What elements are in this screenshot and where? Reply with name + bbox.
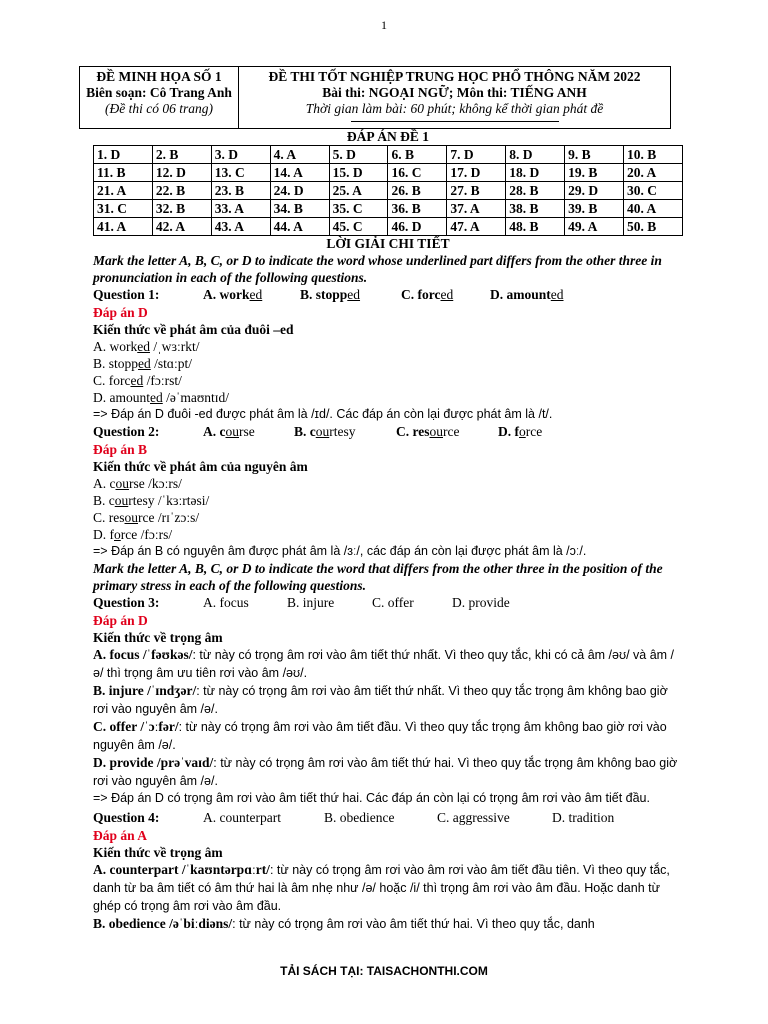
answer-cell: 3. D — [211, 146, 270, 164]
answer-1: Đáp án D — [93, 305, 148, 320]
option-a: A. worked — [203, 287, 263, 302]
answer-cell: 48. B — [506, 218, 565, 236]
exam-header — [79, 66, 671, 129]
option-a: A. counterpart — [203, 810, 281, 825]
answer-cell: 16. C — [388, 164, 447, 182]
answer-cell: 25. A — [329, 182, 388, 200]
answer-row — [94, 200, 683, 218]
exam-duration: Thời gian làm bài: 60 phút; không kể thời gian phát đề — [305, 101, 604, 116]
answer-cell: 39. B — [565, 200, 624, 218]
topic-3: Kiến thức về trọng âm — [93, 630, 223, 645]
question-label: Question 2: — [93, 424, 160, 439]
answer-cell: 8. D — [506, 146, 565, 164]
answer-row — [94, 146, 683, 164]
topic-1: Kiến thức về phát âm của đuôi –ed — [93, 322, 294, 337]
footer-link[interactable]: TẢI SÁCH TẠI: TAISACHONTHI.COM — [280, 964, 488, 978]
instruction-pronunciation: Mark the letter A, B, C, or D to indicate the word whose underlined part differs from the other three in pronunciation in each of the following questions. — [93, 253, 662, 285]
exam-title: ĐỀ THI TỐT NGHIỆP TRUNG HỌC PHỔ THÔNG NĂM 2022 — [268, 69, 641, 84]
answer-cell: 24. D — [270, 182, 329, 200]
answer-cell: 4. A — [270, 146, 329, 164]
conclusion-1: => Đáp án D đuôi -ed được phát âm là /ɪd/. Các đáp án còn lại được phát âm là /t/. — [93, 407, 553, 421]
option-a: A. focus — [203, 595, 249, 610]
explain-line: C. forced /fɔːrst/ — [93, 373, 182, 388]
answer-cell: 23. B — [211, 182, 270, 200]
document-body — [86, 66, 683, 933]
option-d: D. force — [498, 424, 543, 439]
answer-cell: 13. C — [211, 164, 270, 182]
option-d: D. provide — [452, 595, 510, 610]
answer-cell: 12. D — [152, 164, 211, 182]
conclusion-3: => Đáp án D có trọng âm rơi vào âm tiết thứ hai. Các đáp án còn lại có trọng âm rơi vào âm tiết đầu. — [93, 791, 650, 805]
answer-key-table — [93, 145, 683, 236]
question-3 — [93, 594, 683, 612]
question-2 — [93, 423, 683, 441]
topic-4: Kiến thức về trọng âm — [93, 845, 223, 860]
answer-cell: 22. B — [152, 182, 211, 200]
answer-cell: 5. D — [329, 146, 388, 164]
option-c: C. offer — [372, 595, 414, 610]
answer-cell: 17. D — [447, 164, 506, 182]
answer-cell: 19. B — [565, 164, 624, 182]
conclusion-2: => Đáp án B có nguyên âm được phát âm là /ɜː/, các đáp án còn lại được phát âm là /ɔː/. — [93, 544, 587, 558]
answer-cell: 14. A — [270, 164, 329, 182]
answer-row — [94, 218, 683, 236]
answer-cell: 45. C — [329, 218, 388, 236]
answer-cell: 28. B — [506, 182, 565, 200]
explain-paragraph: A. focus /ˈfəʊkəs/: từ này có trọng âm rơi vào âm tiết thứ nhất. Vì theo quy tắc, khi có cả âm /əʊ/ và âm /ə/ thì trọng âm ưu tiên rơi vào âm /əʊ/. — [93, 647, 675, 680]
question-1 — [93, 286, 683, 304]
answer-4: Đáp án A — [93, 828, 148, 843]
explain-line: D. amounted /əˈmaʊntɪd/ — [93, 390, 230, 405]
answer-cell: 35. C — [329, 200, 388, 218]
answer-cell: 30. C — [624, 182, 683, 200]
option-c: C. aggressive — [437, 810, 510, 825]
header-rule — [351, 121, 559, 122]
answer-cell: 37. A — [447, 200, 506, 218]
page-number: 1 — [381, 18, 387, 32]
answer-cell: 46. D — [388, 218, 447, 236]
answer-cell: 38. B — [506, 200, 565, 218]
answer-cell: 2. B — [152, 146, 211, 164]
answer-cell: 36. B — [388, 200, 447, 218]
answer-cell: 11. B — [94, 164, 153, 182]
answer-cell: 34. B — [270, 200, 329, 218]
option-d: D. amounted — [490, 287, 564, 302]
author: Biên soạn: Cô Trang Anh — [86, 85, 232, 100]
option-b: B. injure — [287, 595, 335, 610]
explain-paragraph: A. counterpart /ˈkaʊntərpɑːrt/: từ này có trọng âm rơi vào âm rơi vào âm tiết đầu tiên. Vì theo quy tắc, danh từ ba âm tiết có âm thứ hai là âm nhẹ như /ə/ hoặc /i/ thì trọng âm rơi vào âm đầu. Hoặc danh từ ghép có trọng âm rơi vào âm đầu. — [93, 862, 670, 913]
option-c: C. resource — [396, 424, 460, 439]
answer-cell: 42. A — [152, 218, 211, 236]
header-right-cell — [239, 67, 671, 129]
answer-cell: 33. A — [211, 200, 270, 218]
explain-line: B. stopped /stɑːpt/ — [93, 356, 192, 371]
option-b: B. courtesy — [294, 424, 356, 439]
answer-cell: 26. B — [388, 182, 447, 200]
answer-cell: 15. D — [329, 164, 388, 182]
option-b: B. stopped — [300, 287, 361, 302]
answer-cell: 31. C — [94, 200, 153, 218]
question-4 — [93, 809, 683, 827]
answer-row — [94, 182, 683, 200]
answer-cell: 1. D — [94, 146, 153, 164]
answer-cell: 6. B — [388, 146, 447, 164]
answer-cell: 41. A — [94, 218, 153, 236]
answer-key-title: ĐÁP ÁN ĐỀ 1 — [346, 129, 430, 144]
answer-cell: 27. B — [447, 182, 506, 200]
option-a: A. course — [203, 424, 255, 439]
question-label: Question 1: — [93, 287, 160, 302]
solutions-title: LỜI GIẢI CHI TIẾT — [326, 236, 450, 251]
answer-cell: 47. A — [447, 218, 506, 236]
exam-code: ĐỀ MINH HỌA SỐ 1 — [96, 69, 222, 84]
page-count-note: (Đề thi có 06 trang) — [105, 101, 213, 116]
question-label: Question 3: — [93, 595, 160, 610]
exam-subject: Bài thi: NGOẠI NGỮ; Môn thi: TIẾNG ANH — [322, 85, 587, 100]
topic-2: Kiến thức về phát âm của nguyên âm — [93, 459, 308, 474]
answer-cell: 49. A — [565, 218, 624, 236]
answer-cell: 18. D — [506, 164, 565, 182]
answer-cell: 50. B — [624, 218, 683, 236]
answer-cell: 43. A — [211, 218, 270, 236]
explain-line: A. worked /ˌwɜːrkt/ — [93, 339, 200, 354]
answer-cell: 10. B — [624, 146, 683, 164]
option-c: C. forced — [401, 287, 454, 302]
explain-paragraph: C. offer /ˈɔːfər/: từ này có trọng âm rơi vào âm tiết đầu. Vì theo quy tắc trọng âm không bao giờ rơi vào nguyên âm /ə/. — [93, 719, 667, 752]
explain-paragraph: B. obedience /əˈbiːdiəns/: từ này có trọng âm rơi vào âm tiết thứ hai. Vì theo quy tắc, danh — [93, 916, 595, 931]
answer-2: Đáp án B — [93, 442, 148, 457]
explain-paragraph: B. injure /ˈɪndʒər/: từ này có trọng âm rơi vào âm tiết thứ nhất. Vì theo quy tắc trọng âm không bao giờ rơi vào nguyên âm /ə/. — [93, 683, 668, 716]
answer-cell: 29. D — [565, 182, 624, 200]
explain-line: D. force /fɔːrs/ — [93, 527, 173, 542]
answer-cell: 32. B — [152, 200, 211, 218]
explain-line: B. courtesy /ˈkɜːrtəsi/ — [93, 493, 210, 508]
answer-row — [94, 164, 683, 182]
explain-line: A. course /kɔːrs/ — [93, 476, 182, 491]
answer-cell: 9. B — [565, 146, 624, 164]
answer-cell: 40. A — [624, 200, 683, 218]
option-d: D. tradition — [552, 810, 615, 825]
explain-line: C. resource /rɪˈzɔːs/ — [93, 510, 200, 525]
answer-cell: 21. A — [94, 182, 153, 200]
header-left-cell — [80, 67, 239, 129]
answer-3: Đáp án D — [93, 613, 148, 628]
answer-cell: 44. A — [270, 218, 329, 236]
instruction-stress: Mark the letter A, B, C, or D to indicate the word that differs from the other three in the position of the primary stress in each of the following questions. — [93, 561, 663, 593]
answer-cell: 20. A — [624, 164, 683, 182]
explain-paragraph: D. provide /prəˈvaɪd/: từ này có trọng âm rơi vào âm tiết thứ hai. Vì theo quy tắc trọng âm không bao giờ rơi vào nguyên âm /ə/. — [93, 755, 678, 788]
answer-cell: 7. D — [447, 146, 506, 164]
option-b: B. obedience — [324, 810, 395, 825]
question-label: Question 4: — [93, 810, 160, 825]
